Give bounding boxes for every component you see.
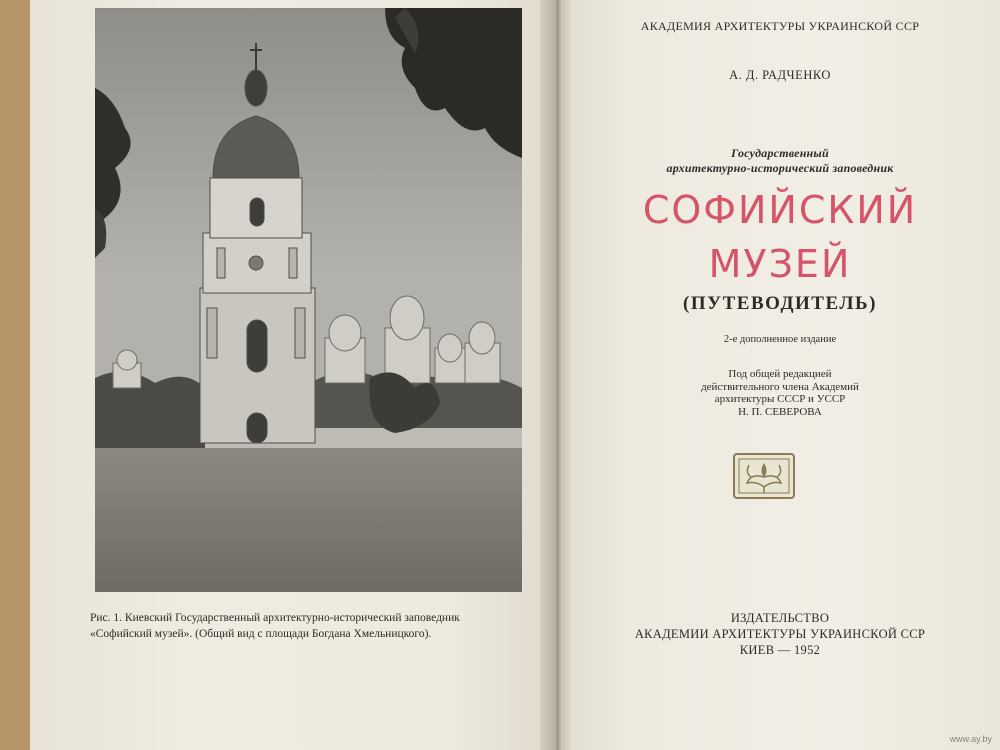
book-title-line2: МУЗЕЙ — [708, 242, 852, 286]
cathedral-photo-drawing — [95, 8, 522, 592]
book-subtitle: (ПУТЕВОДИТЕЛЬ) — [683, 293, 877, 314]
reserve-line: архитектурно-исторический заповедник — [666, 161, 894, 175]
caption-line: Рис. 1. Киевский Государственный архитектурно-исторический заповедник — [90, 612, 460, 624]
editor-line: архитектуры СССР и УССР — [714, 393, 846, 405]
watermark-text: www.ay.by — [949, 734, 992, 744]
publisher-line: ИЗДАТЕЛЬСТВО — [730, 611, 830, 625]
editor-line: действительного члена Академий — [701, 380, 859, 393]
cathedral-photograph — [95, 8, 522, 592]
edition-note: 2-е дополненное издание — [723, 334, 837, 345]
academy-heading: АКАДЕМИЯ АРХИТЕКТУРЫ УКРАИНСКОЙ ССР — [640, 19, 920, 33]
publisher-place-year: КИЕВ — 1952 — [739, 643, 821, 657]
caption-line: «Софийский музей». (Общий вид с площади Богдана Хмельницкого). — [90, 628, 432, 640]
publisher-line: АКАДЕМИИ АРХИТЕКТУРЫ УКРАИНСКОЙ ССР — [634, 627, 926, 641]
reserve-line: Государственный — [731, 146, 829, 160]
photo-caption — [90, 610, 530, 642]
editor-credit — [590, 368, 970, 418]
author-name: А. Д. РАДЧЕНКО — [729, 68, 831, 82]
book-title-line1: СОФИЙСКИЙ — [642, 188, 918, 232]
ornament-emblem-icon — [731, 451, 797, 501]
editor-name: Н. П. СЕВЕРОВА — [738, 405, 822, 418]
publisher-block — [590, 610, 970, 658]
book-gutter — [540, 0, 574, 750]
editor-line: Под общей редакцией — [728, 368, 832, 380]
